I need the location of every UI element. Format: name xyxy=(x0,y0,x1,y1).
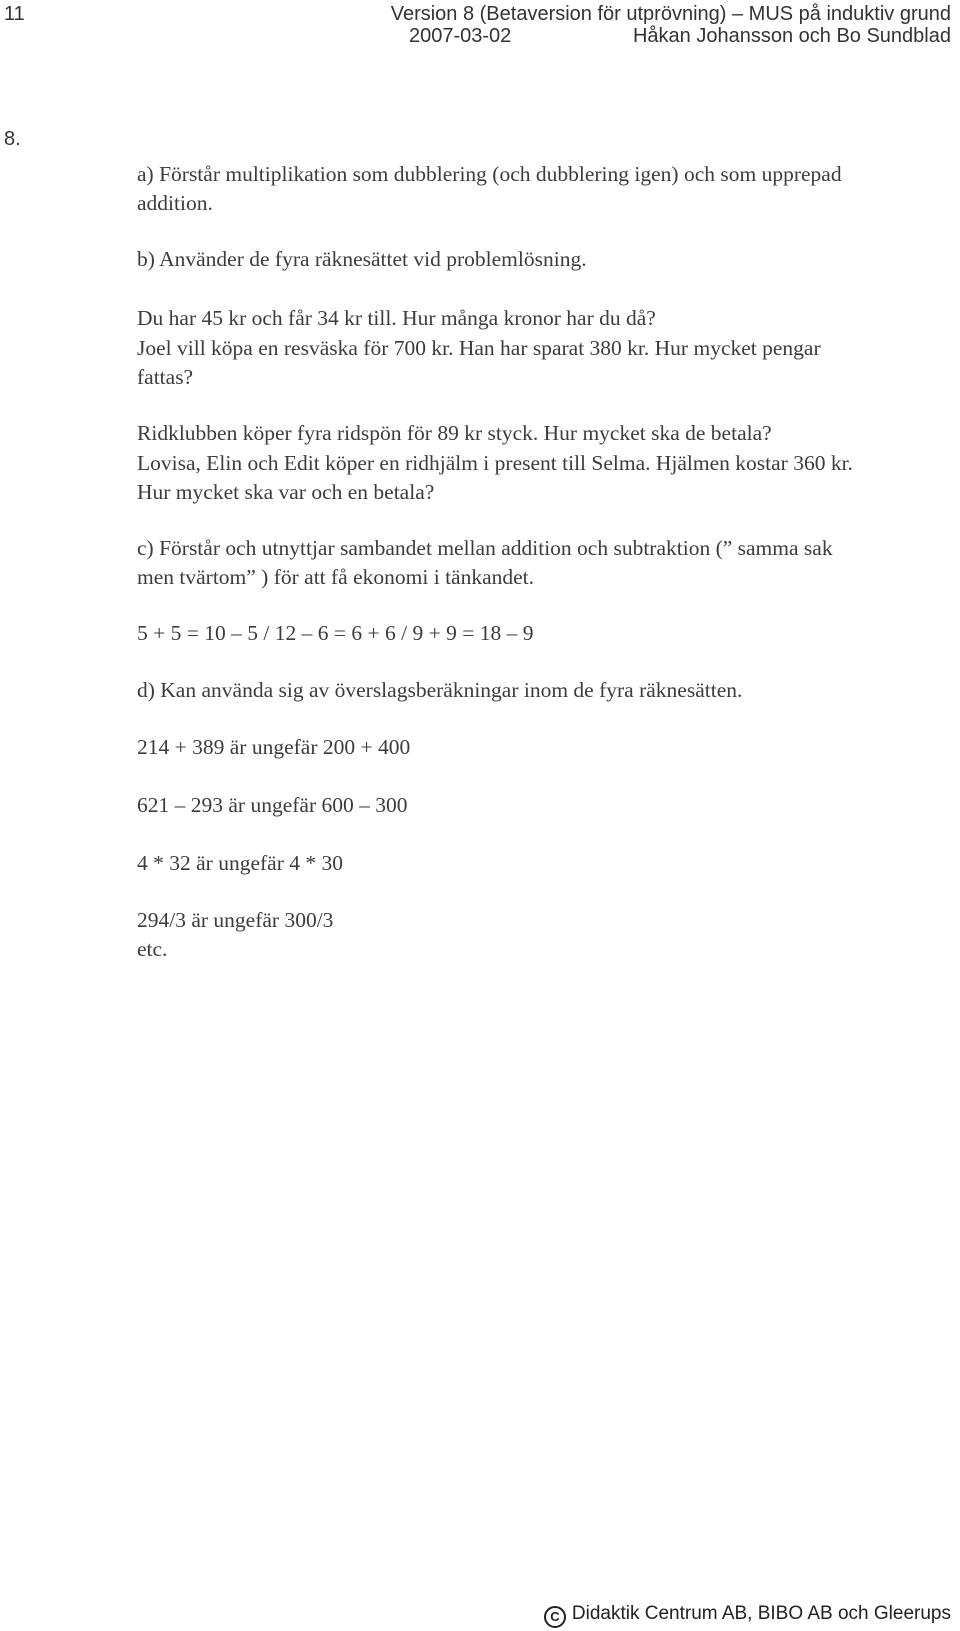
item-d-example-3: 4 * 32 är ungefär 4 * 30 xyxy=(137,851,343,875)
item-b-question-4-line-2: Hur mycket ska var och en betala? xyxy=(137,480,435,504)
item-b-question-2-line-2: fattas? xyxy=(137,365,194,389)
item-b-heading: b) Använder de fyra räknesättet vid problemlösning. xyxy=(137,247,587,271)
item-b-question-4-line-1: Lovisa, Elin och Edit köper en ridhjälm i present till Selma. Hjälmen kostar 360 kr. xyxy=(137,451,853,475)
item-d-heading: d) Kan använda sig av överslagsberäkningar inom de fyra räknesätten. xyxy=(137,678,743,702)
item-b-question-3: Ridklubben köper fyra ridspön för 89 kr styck. Hur mycket ska de betala? xyxy=(137,421,772,445)
item-b-question-1: Du har 45 kr och får 34 kr till. Hur många kronor har du då? xyxy=(137,306,656,330)
item-b-question-2-line-1: Joel vill köpa en resväska för 700 kr. Han har sparat 380 kr. Hur mycket pengar xyxy=(137,336,821,360)
item-c-line-2: men tvärtom” ) för att få ekonomi i tänkandet. xyxy=(137,565,535,589)
document-title: Version 8 (Betaversion för utprövning) – MUS på induktiv grund xyxy=(390,3,951,25)
section-number: 8. xyxy=(4,128,21,150)
item-d-example-4: 294/3 är ungefär 300/3 xyxy=(137,908,334,932)
footer-text: Didaktik Centrum AB, BIBO AB och Gleerups xyxy=(571,1603,951,1624)
item-d-etc: etc. xyxy=(137,937,168,961)
item-d-example-2: 621 – 293 är ungefär 600 – 300 xyxy=(137,793,408,817)
document-date: 2007-03-02 xyxy=(409,25,512,47)
copyright-icon: C xyxy=(544,1606,566,1628)
item-a-line-2: addition. xyxy=(137,191,213,215)
item-c-line-1: c) Förstår och utnyttjar sambandet mellan addition och subtraktion (” samma sak xyxy=(137,536,833,560)
page-number: 11 xyxy=(4,3,25,25)
item-a-line-1: a) Förstår multiplikation som dubblering (och dubblering igen) och som upprepad xyxy=(137,162,842,186)
footer-copyright xyxy=(544,1602,951,1628)
item-c-example: 5 + 5 = 10 – 5 / 12 – 6 = 6 + 6 / 9 + 9 = 18 – 9 xyxy=(137,621,534,645)
item-d-example-1: 214 + 389 är ungefär 200 + 400 xyxy=(137,735,411,759)
document-authors: Håkan Johansson och Bo Sundblad xyxy=(632,25,951,47)
